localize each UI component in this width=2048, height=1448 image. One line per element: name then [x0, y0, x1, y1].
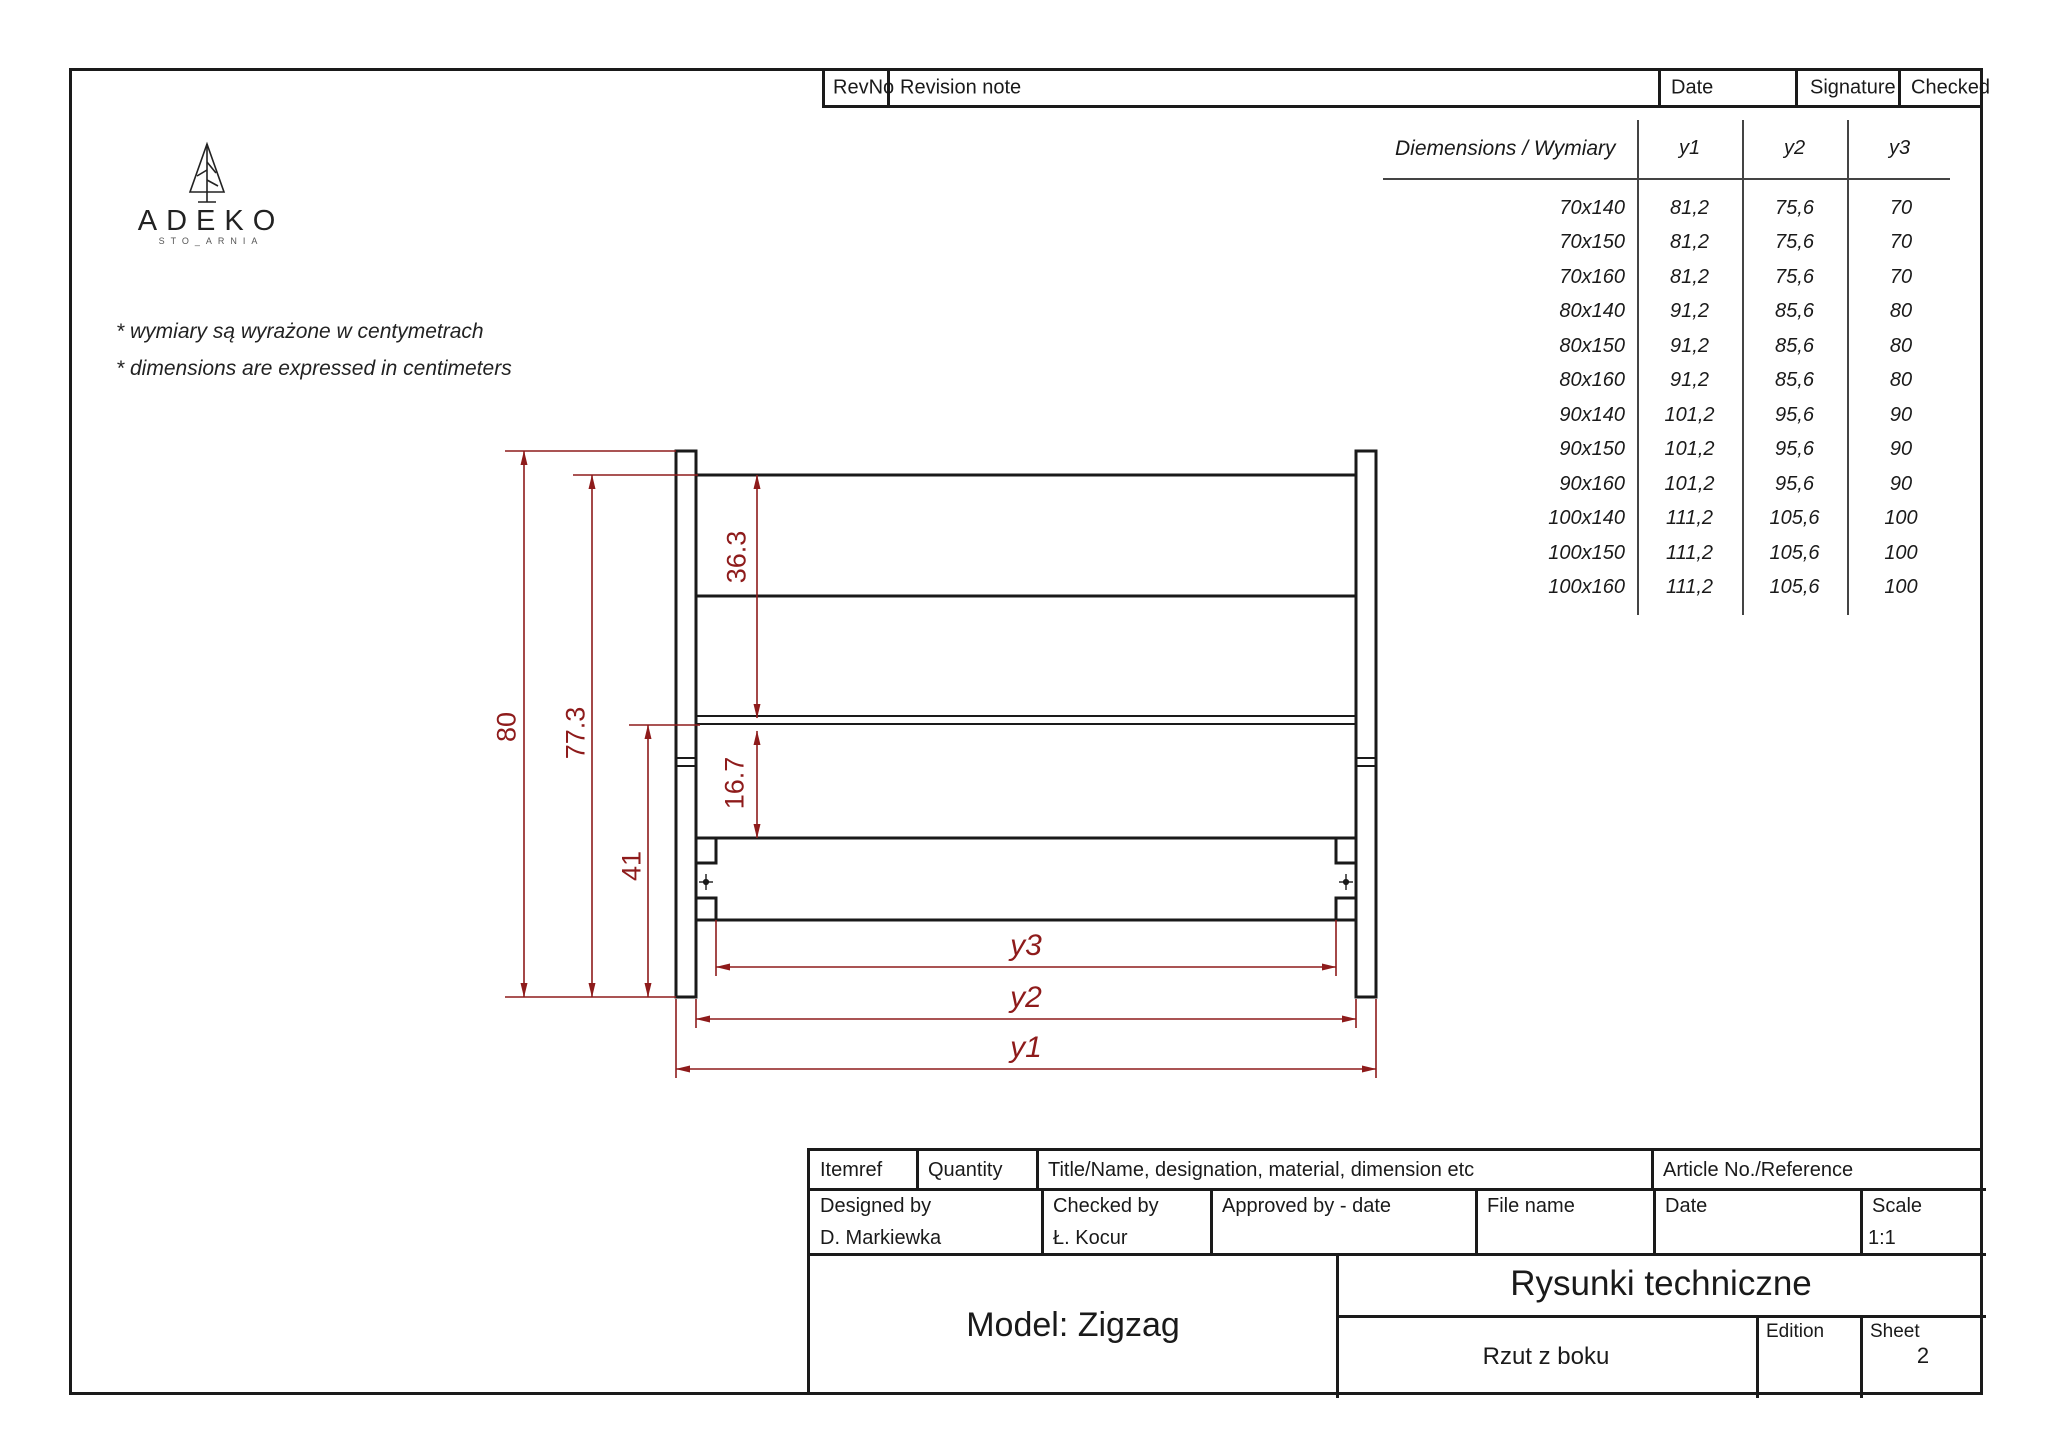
title-block-line — [1475, 1188, 1478, 1253]
dim-80-label: 80 — [491, 711, 522, 743]
dim-cell-size: 70x160 — [1559, 265, 1625, 288]
date-label: Date — [1665, 1195, 1708, 1217]
dim-cell-size: 80x150 — [1559, 334, 1625, 357]
dim-cell-y1: 101,2 — [1664, 438, 1715, 461]
dim-cell-y2: 85,6 — [1775, 334, 1814, 357]
dim-cell-size: 70x150 — [1559, 231, 1625, 254]
dimension-lines — [524, 451, 1376, 1069]
dim-table-title: Diemensions / Wymiary — [1395, 137, 1616, 160]
dim-cell-size: 90x150 — [1559, 438, 1625, 461]
dim-col-y2: y2 — [1783, 137, 1806, 159]
dim-cell-y2: 85,6 — [1775, 300, 1814, 323]
dim-cell-y3: 80 — [1889, 300, 1913, 323]
dim-cell-y2: 95,6 — [1775, 438, 1814, 461]
scale-label: Scale — [1872, 1195, 1923, 1217]
dim-cell-size: 80x160 — [1559, 369, 1625, 392]
dim-cell-y3: 70 — [1889, 196, 1913, 219]
title-block-line — [1653, 1188, 1656, 1253]
dim-cell-y1: 91,2 — [1670, 300, 1709, 323]
right-post — [1356, 451, 1376, 997]
dim-cell-y1: 101,2 — [1664, 472, 1715, 495]
extension-lines — [505, 451, 1376, 1078]
dim-cell-y2: 105,6 — [1769, 541, 1820, 564]
dim-cell-y3: 80 — [1889, 369, 1913, 392]
left-post — [676, 451, 696, 997]
dim-cell-size: 90x160 — [1559, 472, 1625, 495]
revision-col-signature: Signature — [1810, 76, 1896, 99]
checked-by-label: Checked by — [1053, 1195, 1159, 1217]
dim-cell-y1: 91,2 — [1670, 369, 1709, 392]
title-block-line — [1210, 1188, 1213, 1253]
dim-y2-label: y2 — [1010, 981, 1042, 1014]
dim-41-label: 41 — [616, 850, 647, 882]
model-name: Model: Zigzag — [966, 1306, 1180, 1344]
post-joint-lines — [676, 758, 1376, 766]
dim-cell-size: 100x140 — [1548, 507, 1625, 530]
logo-brand: ADEKO — [137, 205, 285, 237]
approved-by-label: Approved by - date — [1222, 1195, 1391, 1217]
dim-cell-y1: 111,2 — [1665, 576, 1714, 599]
dim-cell-y3: 100 — [1884, 541, 1918, 564]
dim-cell-y1: 81,2 — [1670, 196, 1709, 219]
dim-cell-y3: 90 — [1889, 438, 1913, 461]
revision-col-checked: Checked — [1911, 76, 1990, 99]
quantity-label: Quantity — [928, 1159, 1003, 1181]
dim-cell-y2: 95,6 — [1775, 403, 1814, 426]
dim-cell-y3: 90 — [1889, 472, 1913, 495]
revision-col-revno: RevNo — [833, 76, 895, 99]
dim-cell-y2: 75,6 — [1775, 265, 1814, 288]
title-block-line — [1756, 1315, 1759, 1398]
sheet-label: Sheet — [1870, 1321, 1920, 1342]
dim-cell-y1: 101,2 — [1664, 403, 1715, 426]
dim-cell-y2: 85,6 — [1775, 369, 1814, 392]
scale-value: 1:1 — [1868, 1227, 1896, 1249]
bed-outline — [676, 451, 1376, 997]
dim-cell-y1: 111,2 — [1665, 507, 1714, 530]
dim-cell-y3: 100 — [1884, 576, 1918, 599]
dim-36-3-label: 36.3 — [721, 530, 752, 584]
checked-by-value: Ł. Kocur — [1053, 1227, 1128, 1249]
file-name-label: File name — [1487, 1195, 1575, 1217]
dim-cell-size: 90x140 — [1559, 403, 1625, 426]
center-mark — [699, 874, 1353, 890]
view-name: Rzut z boku — [1482, 1342, 1610, 1370]
title-block — [807, 1148, 1983, 1395]
dim-cell-size: 100x150 — [1548, 541, 1625, 564]
revision-col-date: Date — [1671, 76, 1714, 99]
dim-cell-y3: 80 — [1889, 334, 1913, 357]
dim-cell-y1: 91,2 — [1670, 334, 1709, 357]
logo-subtitle: STO_ARNIA — [158, 236, 264, 246]
designed-by-value: D. Markiewka — [820, 1227, 942, 1249]
dim-16-7-label: 16.7 — [719, 756, 750, 810]
dim-cell-y1: 111,2 — [1665, 541, 1714, 564]
dim-cell-size: 70x140 — [1559, 196, 1625, 219]
dim-cell-y2: 75,6 — [1775, 196, 1814, 219]
dim-cell-y1: 81,2 — [1670, 265, 1709, 288]
dim-col-y1: y1 — [1678, 137, 1701, 159]
dim-cell-y2: 105,6 — [1769, 576, 1820, 599]
dim-cell-y2: 75,6 — [1775, 231, 1814, 254]
dim-y3-label: y3 — [1010, 929, 1042, 962]
sheet-number: 2 — [1916, 1343, 1930, 1368]
itemref-label: Itemref — [820, 1159, 883, 1181]
title-block-line — [1036, 1151, 1039, 1188]
dim-cell-y3: 70 — [1889, 265, 1913, 288]
dim-y1-label: y1 — [1010, 1031, 1042, 1064]
title-block-line — [1041, 1188, 1044, 1253]
dim-cell-y3: 70 — [1889, 231, 1913, 254]
dim-cell-size: 100x160 — [1548, 576, 1625, 599]
article-label: Article No./Reference — [1663, 1159, 1854, 1181]
title-block-line — [1651, 1151, 1654, 1188]
title-name-label: Title/Name, designation, material, dimension etc — [1048, 1159, 1475, 1181]
note-en: * dimensions are expressed in centimeters — [116, 357, 512, 380]
dim-cell-y3: 100 — [1884, 507, 1918, 530]
title-block-line — [1860, 1188, 1863, 1253]
title-block-line — [916, 1151, 919, 1188]
designed-by-label: Designed by — [820, 1195, 932, 1217]
dim-cell-y2: 105,6 — [1769, 507, 1820, 530]
dim-cell-y1: 81,2 — [1670, 231, 1709, 254]
dim-77-3-label: 77.3 — [560, 706, 591, 760]
dim-col-y3: y3 — [1888, 137, 1911, 159]
dim-cell-size: 80x140 — [1559, 300, 1625, 323]
document-title: Rysunki techniczne — [1510, 1264, 1812, 1303]
edition-label: Edition — [1766, 1321, 1825, 1342]
dim-cell-y3: 90 — [1889, 403, 1913, 426]
revision-col-note: Revision note — [900, 76, 1022, 99]
note-pl: * wymiary są wyrażone w centymetrach — [116, 320, 484, 343]
dim-cell-y2: 95,6 — [1775, 472, 1814, 495]
title-block-line — [810, 1188, 1986, 1191]
